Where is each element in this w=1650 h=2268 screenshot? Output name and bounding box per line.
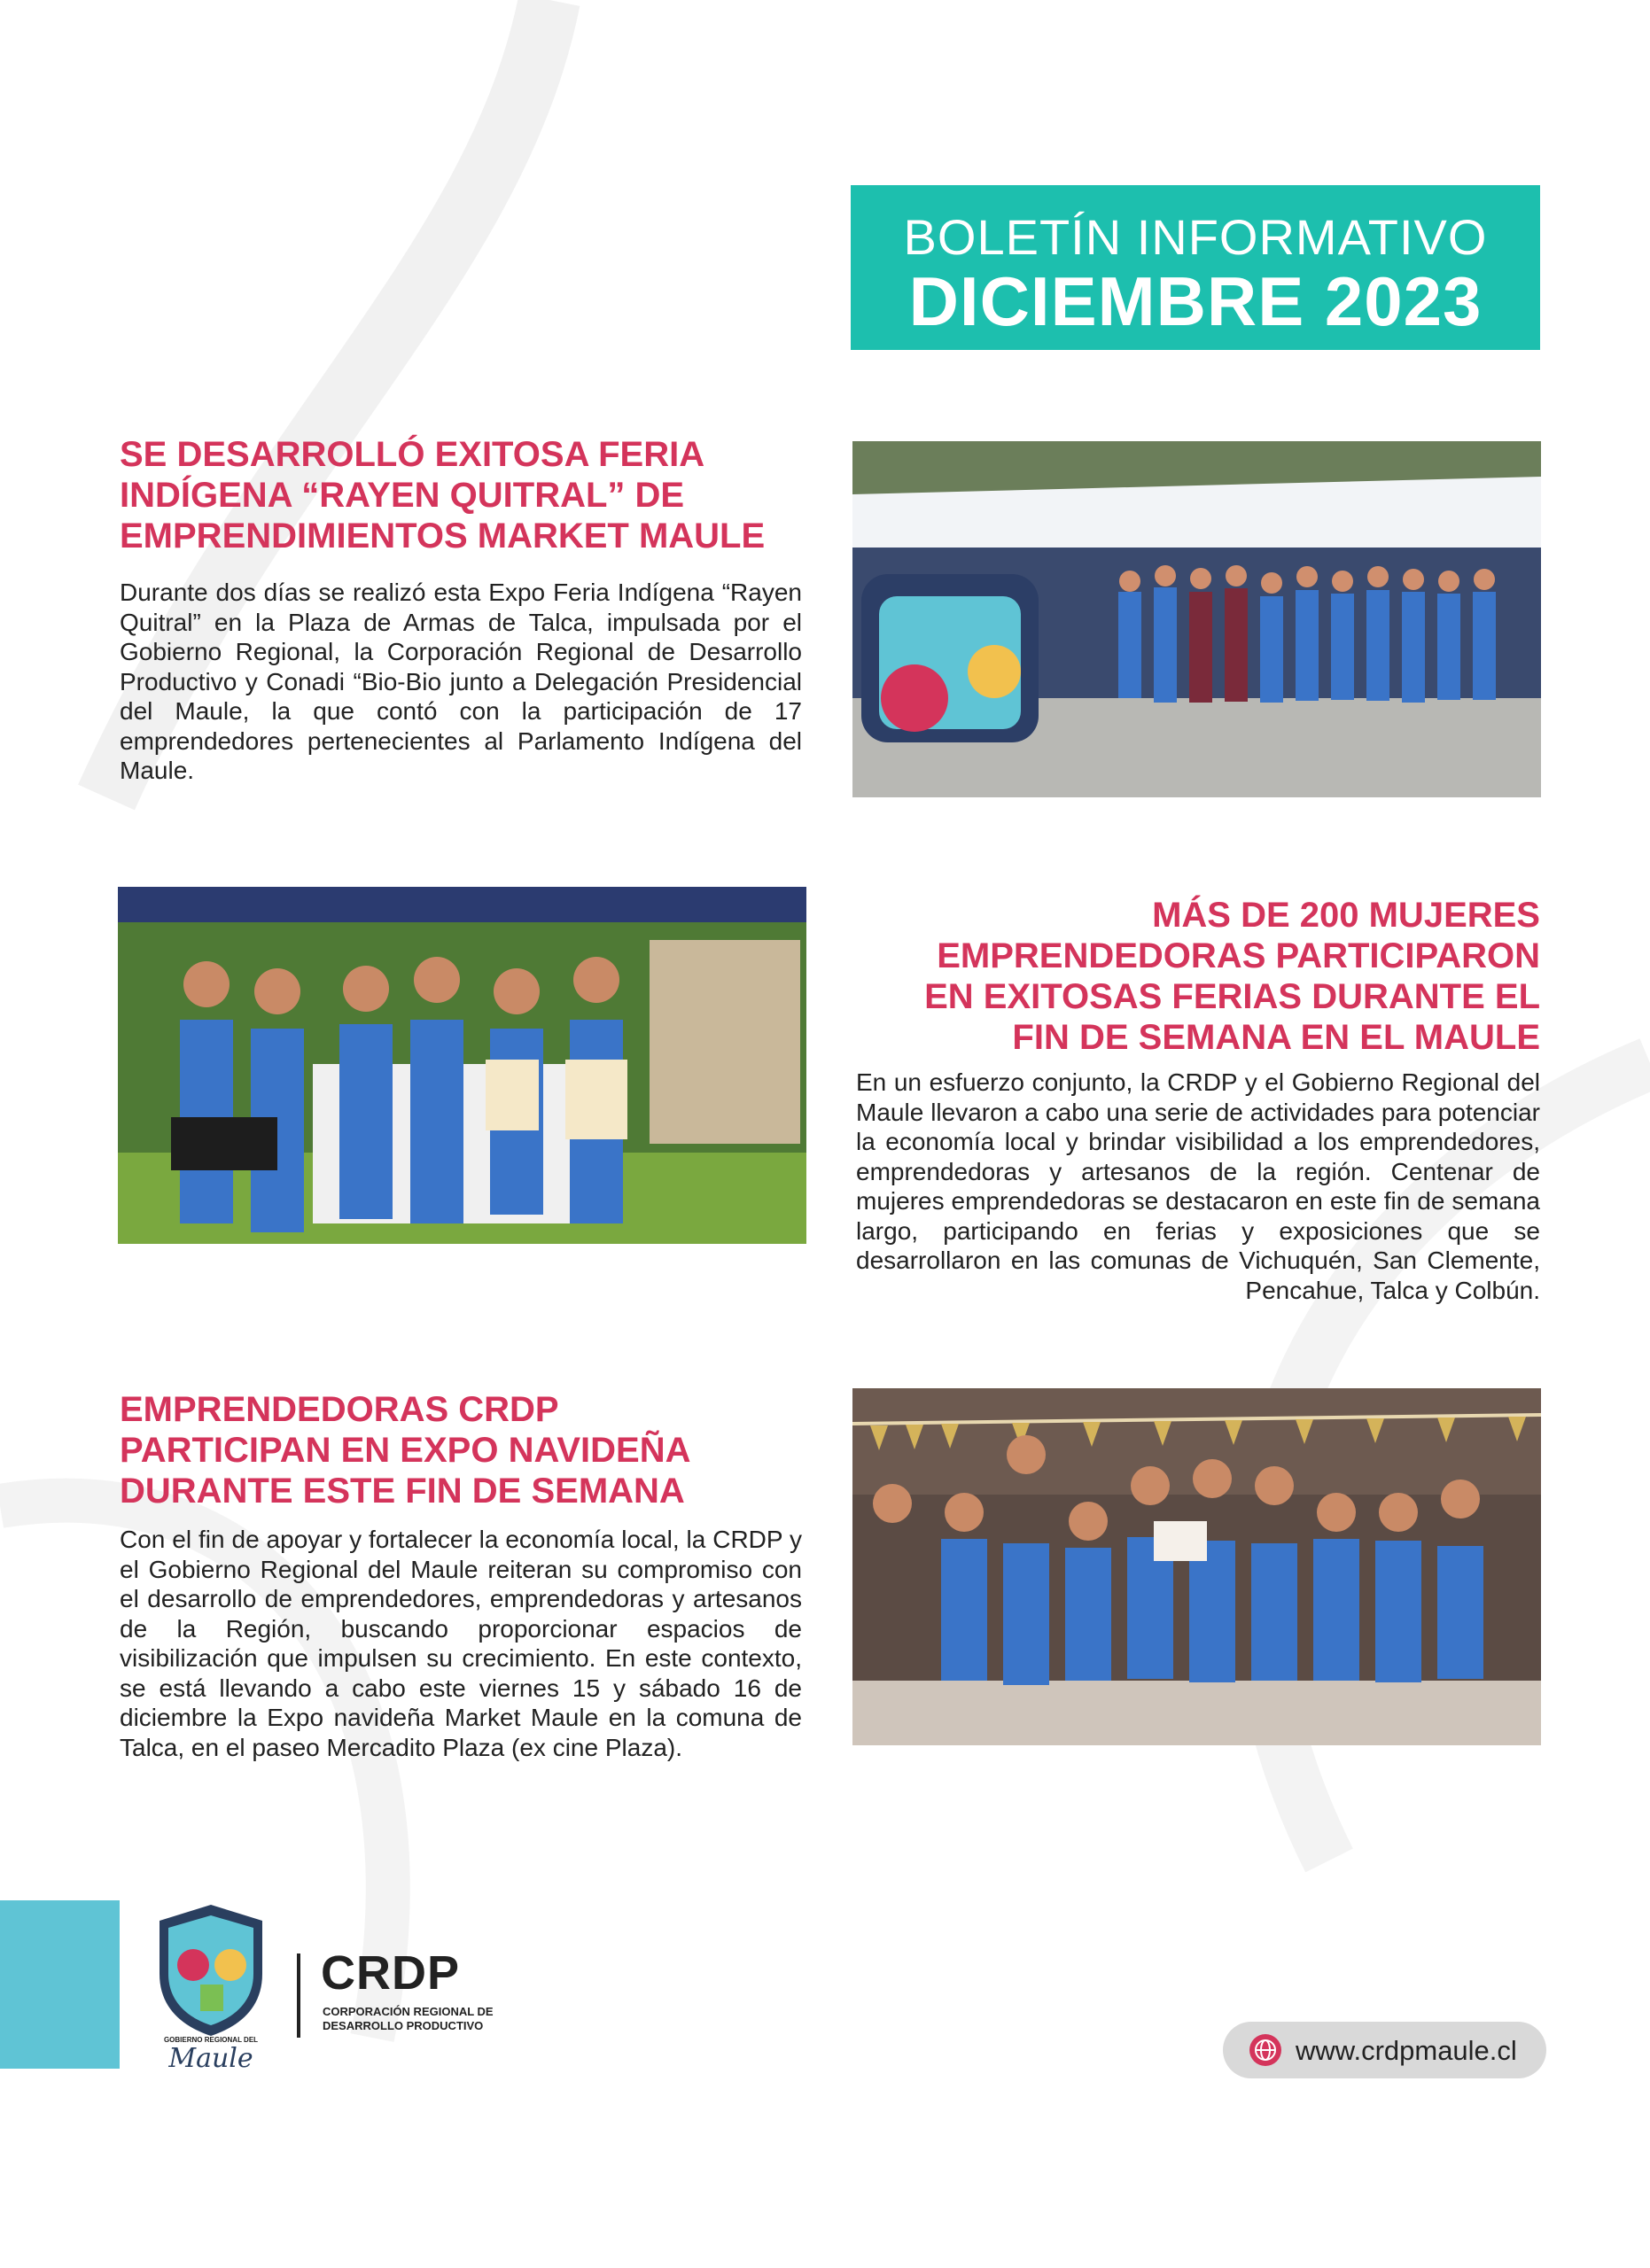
headline-line: PARTICIPAN EN EXPO NAVIDEÑA bbox=[120, 1431, 691, 1470]
website-url: www.crdpmaule.cl bbox=[1296, 2035, 1517, 2066]
article-3-headline bbox=[120, 1389, 811, 1511]
headline-line: EMPRENDEDORAS PARTICIPARON bbox=[937, 936, 1540, 975]
article-1-photo bbox=[852, 441, 1541, 797]
footer-accent-block bbox=[0, 1900, 120, 2069]
headline-line: EN EXITOSAS FERIAS DURANTE EL bbox=[924, 977, 1540, 1016]
headline-line: FIN DE SEMANA EN EL MAULE bbox=[1012, 1018, 1540, 1057]
globe-icon bbox=[1249, 2034, 1281, 2066]
headline-line: EMPRENDIMIENTOS MARKET MAULE bbox=[120, 517, 766, 555]
headline-line: MÁS DE 200 MUJERES bbox=[1152, 896, 1540, 935]
headline-line: INDÍGENA “RAYEN QUITRAL” DE bbox=[120, 476, 685, 515]
newsletter-banner bbox=[851, 185, 1540, 350]
logo-divider bbox=[297, 1953, 300, 2038]
article-3-photo bbox=[852, 1388, 1541, 1745]
article-2-headline bbox=[851, 895, 1540, 1058]
article-3-body: Con el fin de apoyar y fortalecer la economía local, la CRDP y el Gobierno Regional del Maule reiteran su compromiso con el desarrollo de emprendedores, emprendedoras y artesanos de la Región, buscando proporcionar espacios de visibilización que impulsen su crecimiento. En este contexto, se está llevando a cabo este viernes 15 y sábado 16 de diciembre la Expo navideña Market Maule en la comuna de Talca, en el paseo Mercadito Plaza (ex cine Plaza). bbox=[120, 1526, 802, 1761]
maule-wordmark: Maule bbox=[168, 2043, 253, 2074]
gobierno-regional-logo bbox=[149, 1903, 273, 2074]
headline-line: EMPRENDEDORAS CRDP bbox=[120, 1390, 559, 1429]
crdp-logo-text: CRDP bbox=[321, 1946, 461, 2000]
article-1-body: Durante dos días se realizó esta Expo Feria Indígena “Rayen Quitral” en la Plaza de Armas de Talca, impulsada por el Gobierno Regional, la Corporación Regional de Desarrollo Productivo y Conadi “Bio-Bio junto a Delegación Presidencial del Maule, la que contó con la participación de 17 emprendedores pertenecientes al Parlamento Indígena del Maule. bbox=[120, 579, 802, 784]
banner-date: DICIEMBRE 2023 bbox=[908, 262, 1483, 340]
website-link[interactable] bbox=[1223, 2022, 1546, 2078]
banner-title: BOLETÍN INFORMATIVO bbox=[903, 209, 1488, 265]
article-2-photo bbox=[118, 887, 806, 1244]
article-2-body: En un esfuerzo conjunto, la CRDP y el Gobierno Regional del Maule llevaron a cabo una serie de actividades para potenciar la economía local y brindar visibilidad a los emprendedores, emprendedoras y artesanos de la región. Centenar de mujeres emprendedoras se destacaron en este fin de semana largo, participando en ferias y exposiciones que se desarrollaron en las comunas de Vichuquén, San Clemente, Pencahue, Talca y Colbún. bbox=[856, 1068, 1540, 1304]
article-1-headline bbox=[120, 434, 811, 556]
crdp-subtitle: CORPORACIÓN REGIONAL DE DESARROLLO PRODUCTIVO bbox=[323, 2005, 494, 2032]
headline-line: SE DESARROLLÓ EXITOSA FERIA bbox=[120, 435, 705, 474]
gobierno-small-label: GOBIERNO REGIONAL DEL bbox=[163, 2036, 259, 2044]
headline-line: DURANTE ESTE FIN DE SEMANA bbox=[120, 1472, 685, 1511]
